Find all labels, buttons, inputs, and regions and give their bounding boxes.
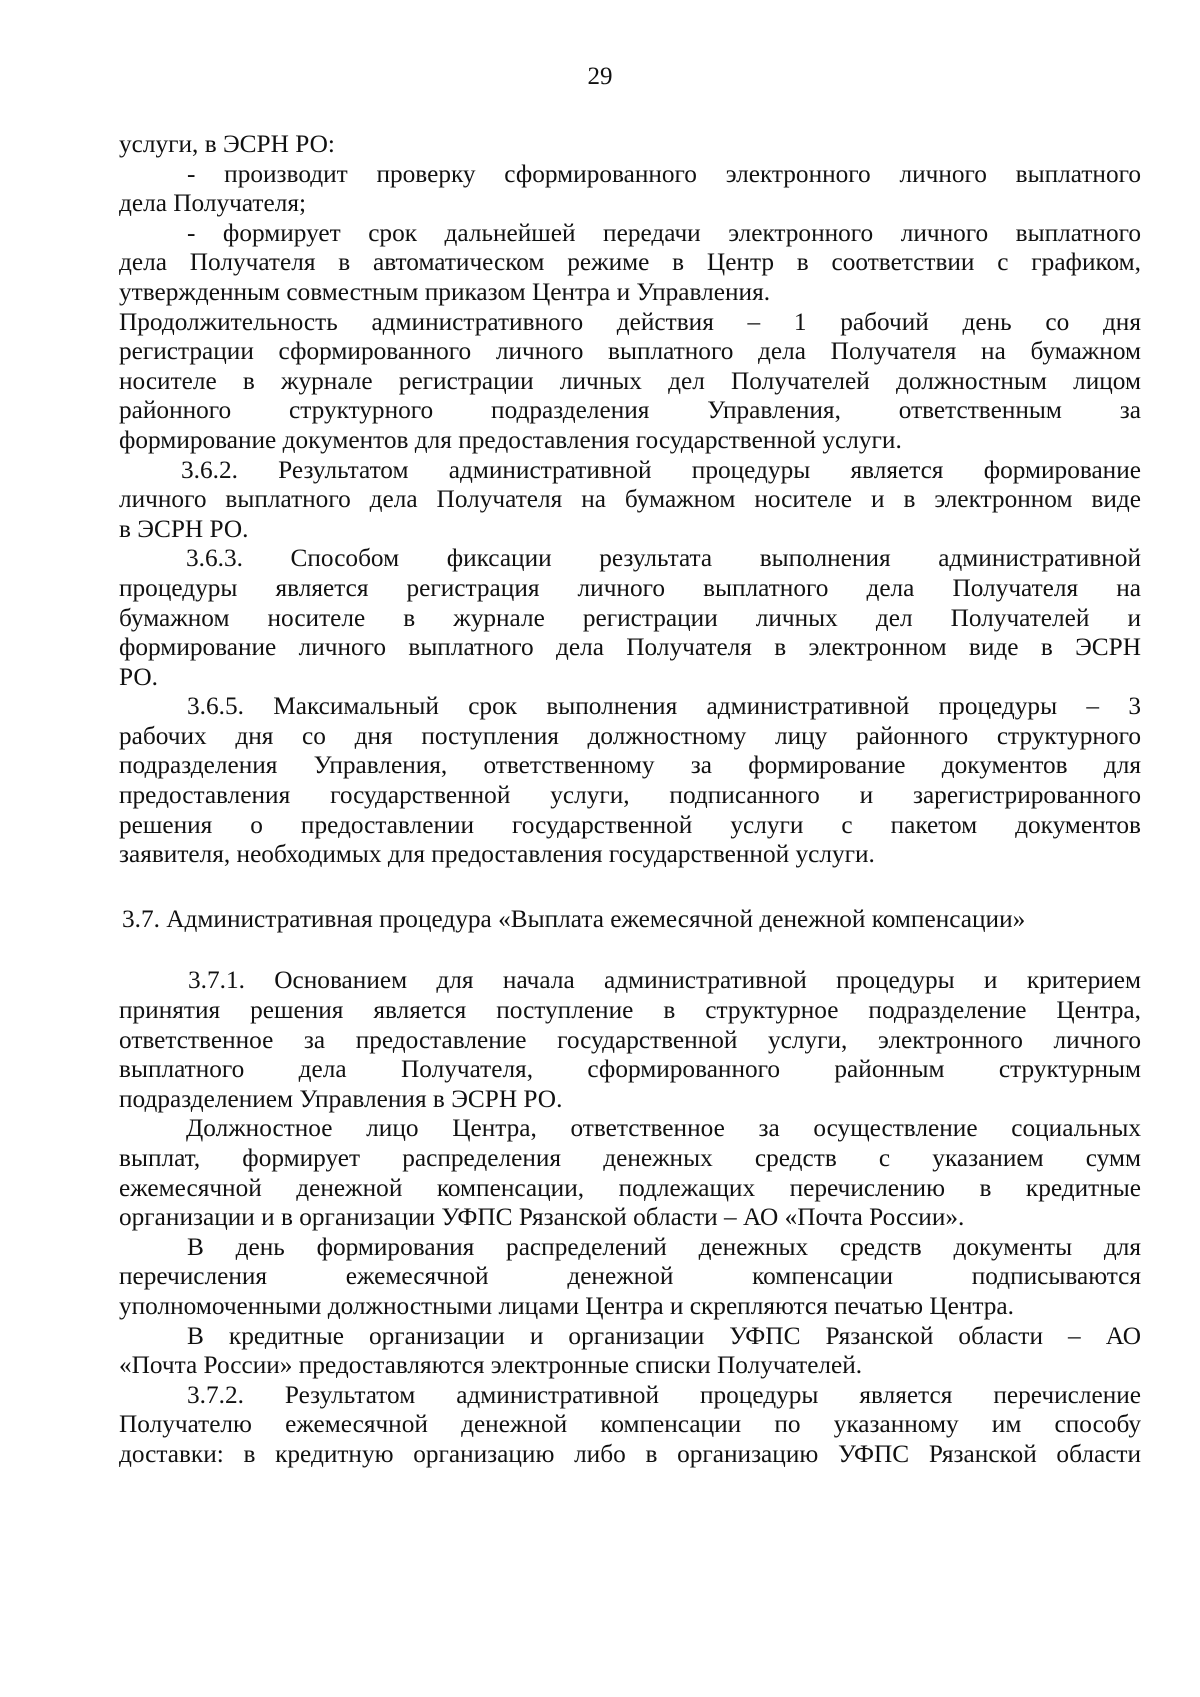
page-number: 29 — [587, 63, 613, 90]
text-line: принятия решения является поступление в структурное подразделение Центра, — [119, 996, 1141, 1025]
text-line: бумажном носителе в журнале регистрации личных дел Получателей и — [119, 603, 1141, 632]
text-line: дела Получателя в автоматическом режиме в Центр в соответствии с графиком, — [119, 248, 1141, 277]
text-line: формирование личного выплатного дела Получателя в электронном виде в ЭСРН — [119, 633, 1141, 662]
text-line: подразделением Управления в ЭСРН РО. — [119, 1084, 563, 1113]
text-line: районного структурного подразделения Управления, ответственным за — [119, 396, 1141, 425]
text-line: дела Получателя; — [119, 189, 306, 218]
document-body — [119, 130, 1141, 1470]
text-line: В кредитные организации и организации УФПС Рязанской области – АО — [187, 1321, 1141, 1350]
text-line: рабочих дня со дня поступления должностному лицу районного структурного — [119, 721, 1141, 750]
text-line: выплатного дела Получателя, сформированного районным структурным — [119, 1055, 1141, 1084]
text-line: решения о предоставлении государственной услуги с пакетом документов — [119, 810, 1141, 839]
section-heading-3-7: 3.7. Административная процедура «Выплата ежемесячной денежной компенсации» — [122, 904, 1026, 933]
text-line: формирование документов для предоставления государственной услуги. — [119, 425, 902, 454]
text-line: РО. — [119, 662, 158, 691]
text-line: подразделения Управления, ответственному за формирование документов для — [119, 751, 1141, 780]
text-line: заявителя, необходимых для предоставления государственной услуги. — [119, 840, 875, 869]
text-line: услуги, в ЭСРН РО: — [119, 130, 335, 158]
text-line: «Почта России» предоставляются электронные списки Получателей. — [119, 1351, 863, 1380]
text-line: регистрации сформированного личного выплатного дела Получателя на бумажном — [119, 337, 1141, 366]
text-line: Должностное лицо Центра, ответственное за осуществление социальных — [186, 1114, 1141, 1143]
text-line: ответственное за предоставление государственной услуги, электронного личного — [119, 1025, 1141, 1054]
text-line: процедуры является регистрация личного выплатного дела Получателя на — [119, 573, 1141, 602]
section-spacer — [119, 934, 1141, 966]
text-line: предоставления государственной услуги, подписанного и зарегистрированного — [119, 781, 1141, 810]
text-line: личного выплатного дела Получателя на бумажном носителе и в электронном виде — [119, 485, 1141, 514]
duration-paragraph — [119, 308, 1141, 456]
paragraph-3-7-1 — [119, 966, 1141, 1114]
text-line: 3.7.1. Основанием для начала административной процедуры и критерием — [188, 966, 1141, 995]
text-line: уполномоченными должностными лицами Центра и скрепляются печатью Центра. — [119, 1291, 1014, 1320]
text-line: выплат, формирует распределения денежных средств с указанием сумм — [119, 1144, 1141, 1172]
text-line: 3.7.2. Результатом административной процедуры является перечисление — [187, 1380, 1141, 1409]
paragraph-3-6-5 — [119, 692, 1141, 870]
text-line: 3.6.5. Максимальный срок выполнения административной процедуры – 3 — [187, 692, 1141, 721]
section-spacer — [119, 870, 1141, 905]
distribution-day-paragraph — [119, 1233, 1141, 1322]
text-line: Получателю ежемесячной денежной компенсации по указанному им способу — [119, 1410, 1141, 1439]
paragraph-3-7-2 — [119, 1381, 1141, 1470]
text-line: - формирует срок дальнейшей передачи электронного личного выплатного — [187, 218, 1141, 247]
paragraph-3-6-3 — [119, 544, 1141, 692]
official-paragraph — [119, 1114, 1141, 1232]
text-line: Продолжительность административного действия – 1 рабочий день со дня — [119, 307, 1141, 336]
text-line: носителе в журнале регистрации личных дел Получателей должностным лицом — [119, 366, 1141, 395]
text-line: организации и в организации УФПС Рязанской области – АО «Почта России». — [119, 1203, 965, 1232]
intro-paragraph — [119, 130, 1141, 160]
credit-organizations-paragraph — [119, 1322, 1141, 1381]
text-line: в ЭСРН РО. — [119, 514, 249, 543]
text-line: В день формирования распределений денежных средств документы для — [187, 1232, 1141, 1261]
text-line: доставки: в кредитную организацию либо в организацию УФПС Рязанской области — [119, 1439, 1141, 1468]
text-line: утвержденным совместным приказом Центра и Управления. — [119, 277, 771, 306]
bullet-schedule-paragraph — [119, 219, 1141, 308]
paragraph-3-6-2 — [119, 456, 1141, 545]
text-line: перечисления ежемесячной денежной компенсации подписываются — [119, 1262, 1141, 1291]
text-line: - производит проверку сформированного электронного личного выплатного — [187, 159, 1141, 188]
text-line: ежемесячной денежной компенсации, подлежащих перечислению в кредитные — [119, 1173, 1141, 1202]
text-line: 3.6.2. Результатом административной процедуры является формирование — [181, 455, 1141, 484]
text-line: 3.6.3. Способом фиксации результата выполнения административной — [186, 544, 1141, 573]
bullet-check-paragraph — [119, 160, 1141, 219]
